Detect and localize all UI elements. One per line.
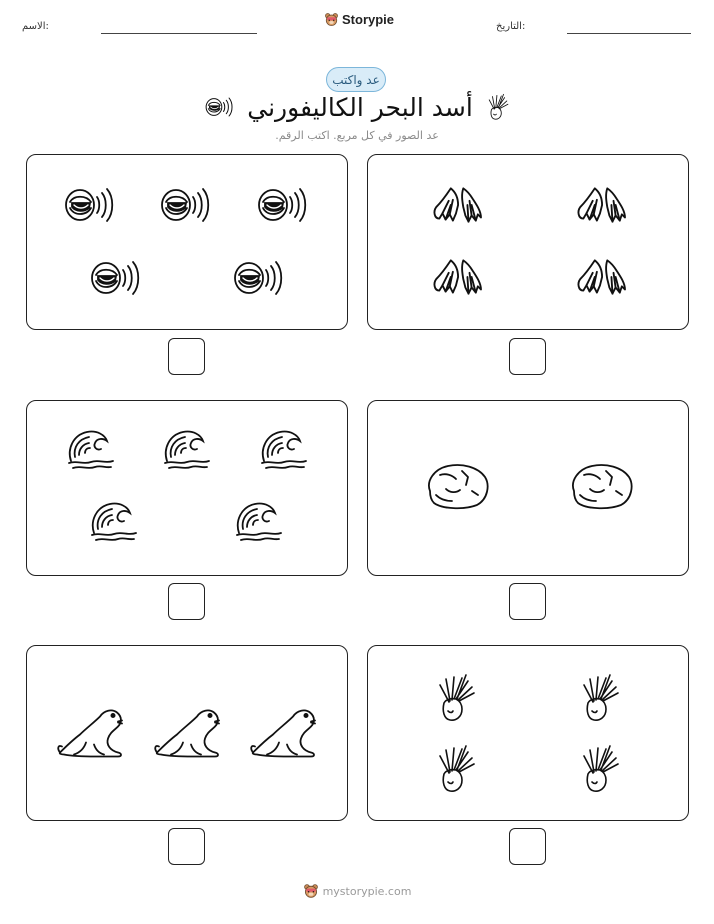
sea-anemone-icon (580, 743, 620, 795)
barking-mouth-icon (160, 185, 210, 225)
count-panel-waves (26, 400, 348, 576)
wave-icon (161, 427, 211, 472)
sea-anemone-icon (580, 672, 620, 724)
date-line[interactable] (567, 33, 691, 34)
page-title (0, 92, 714, 122)
wave-icon (65, 427, 115, 472)
sea-anemone-icon (487, 92, 509, 122)
barking-mouth-icon (90, 258, 140, 298)
footer (0, 883, 714, 899)
rock-icon (566, 460, 636, 512)
sea-anemone-icon (436, 743, 476, 795)
barking-mouth-icon (64, 185, 114, 225)
bear-icon (303, 883, 319, 899)
answer-box-rocks[interactable] (509, 583, 546, 620)
count-panel-flippers (367, 154, 689, 330)
barking-mouth-icon (233, 258, 283, 298)
footer-url[interactable]: mystorypie.com (322, 884, 412, 898)
wave-icon (258, 427, 308, 472)
wave-icon (88, 499, 138, 544)
flipper-icon (430, 184, 482, 226)
answer-box-anemones[interactable] (509, 828, 546, 865)
answer-box-bark[interactable] (168, 338, 205, 375)
sea-lion-icon (56, 704, 126, 760)
barking-mouth-icon (205, 92, 233, 122)
wave-icon (233, 499, 283, 544)
answer-box-flippers[interactable] (509, 338, 546, 375)
instructions: عد الصور في كل مربع. اكتب الرقم. (275, 129, 439, 142)
date-label: التاريخ: (496, 21, 526, 32)
name-label: الاسم: (22, 21, 49, 32)
answer-box-sea-lions[interactable] (168, 828, 205, 865)
brand-logo (324, 12, 394, 27)
sea-lion-icon (249, 704, 319, 760)
activity-badge: عد واكتب (326, 67, 386, 92)
flipper-icon (430, 256, 482, 298)
flipper-icon (574, 256, 626, 298)
flipper-icon (574, 184, 626, 226)
answer-box-waves[interactable] (168, 583, 205, 620)
title-text: أسد البحر الكاليفورني (247, 92, 473, 122)
count-panel-bark (26, 154, 348, 330)
count-panel-anemones (367, 645, 689, 821)
rock-icon (422, 460, 492, 512)
sea-lion-icon (153, 704, 223, 760)
count-panel-rocks (367, 400, 689, 576)
count-panel-sea-lions (26, 645, 348, 821)
brand-name: Storypie (342, 12, 395, 27)
barking-mouth-icon (257, 185, 307, 225)
name-line[interactable] (101, 33, 257, 34)
bear-icon (324, 12, 339, 27)
sea-anemone-icon (436, 672, 476, 724)
